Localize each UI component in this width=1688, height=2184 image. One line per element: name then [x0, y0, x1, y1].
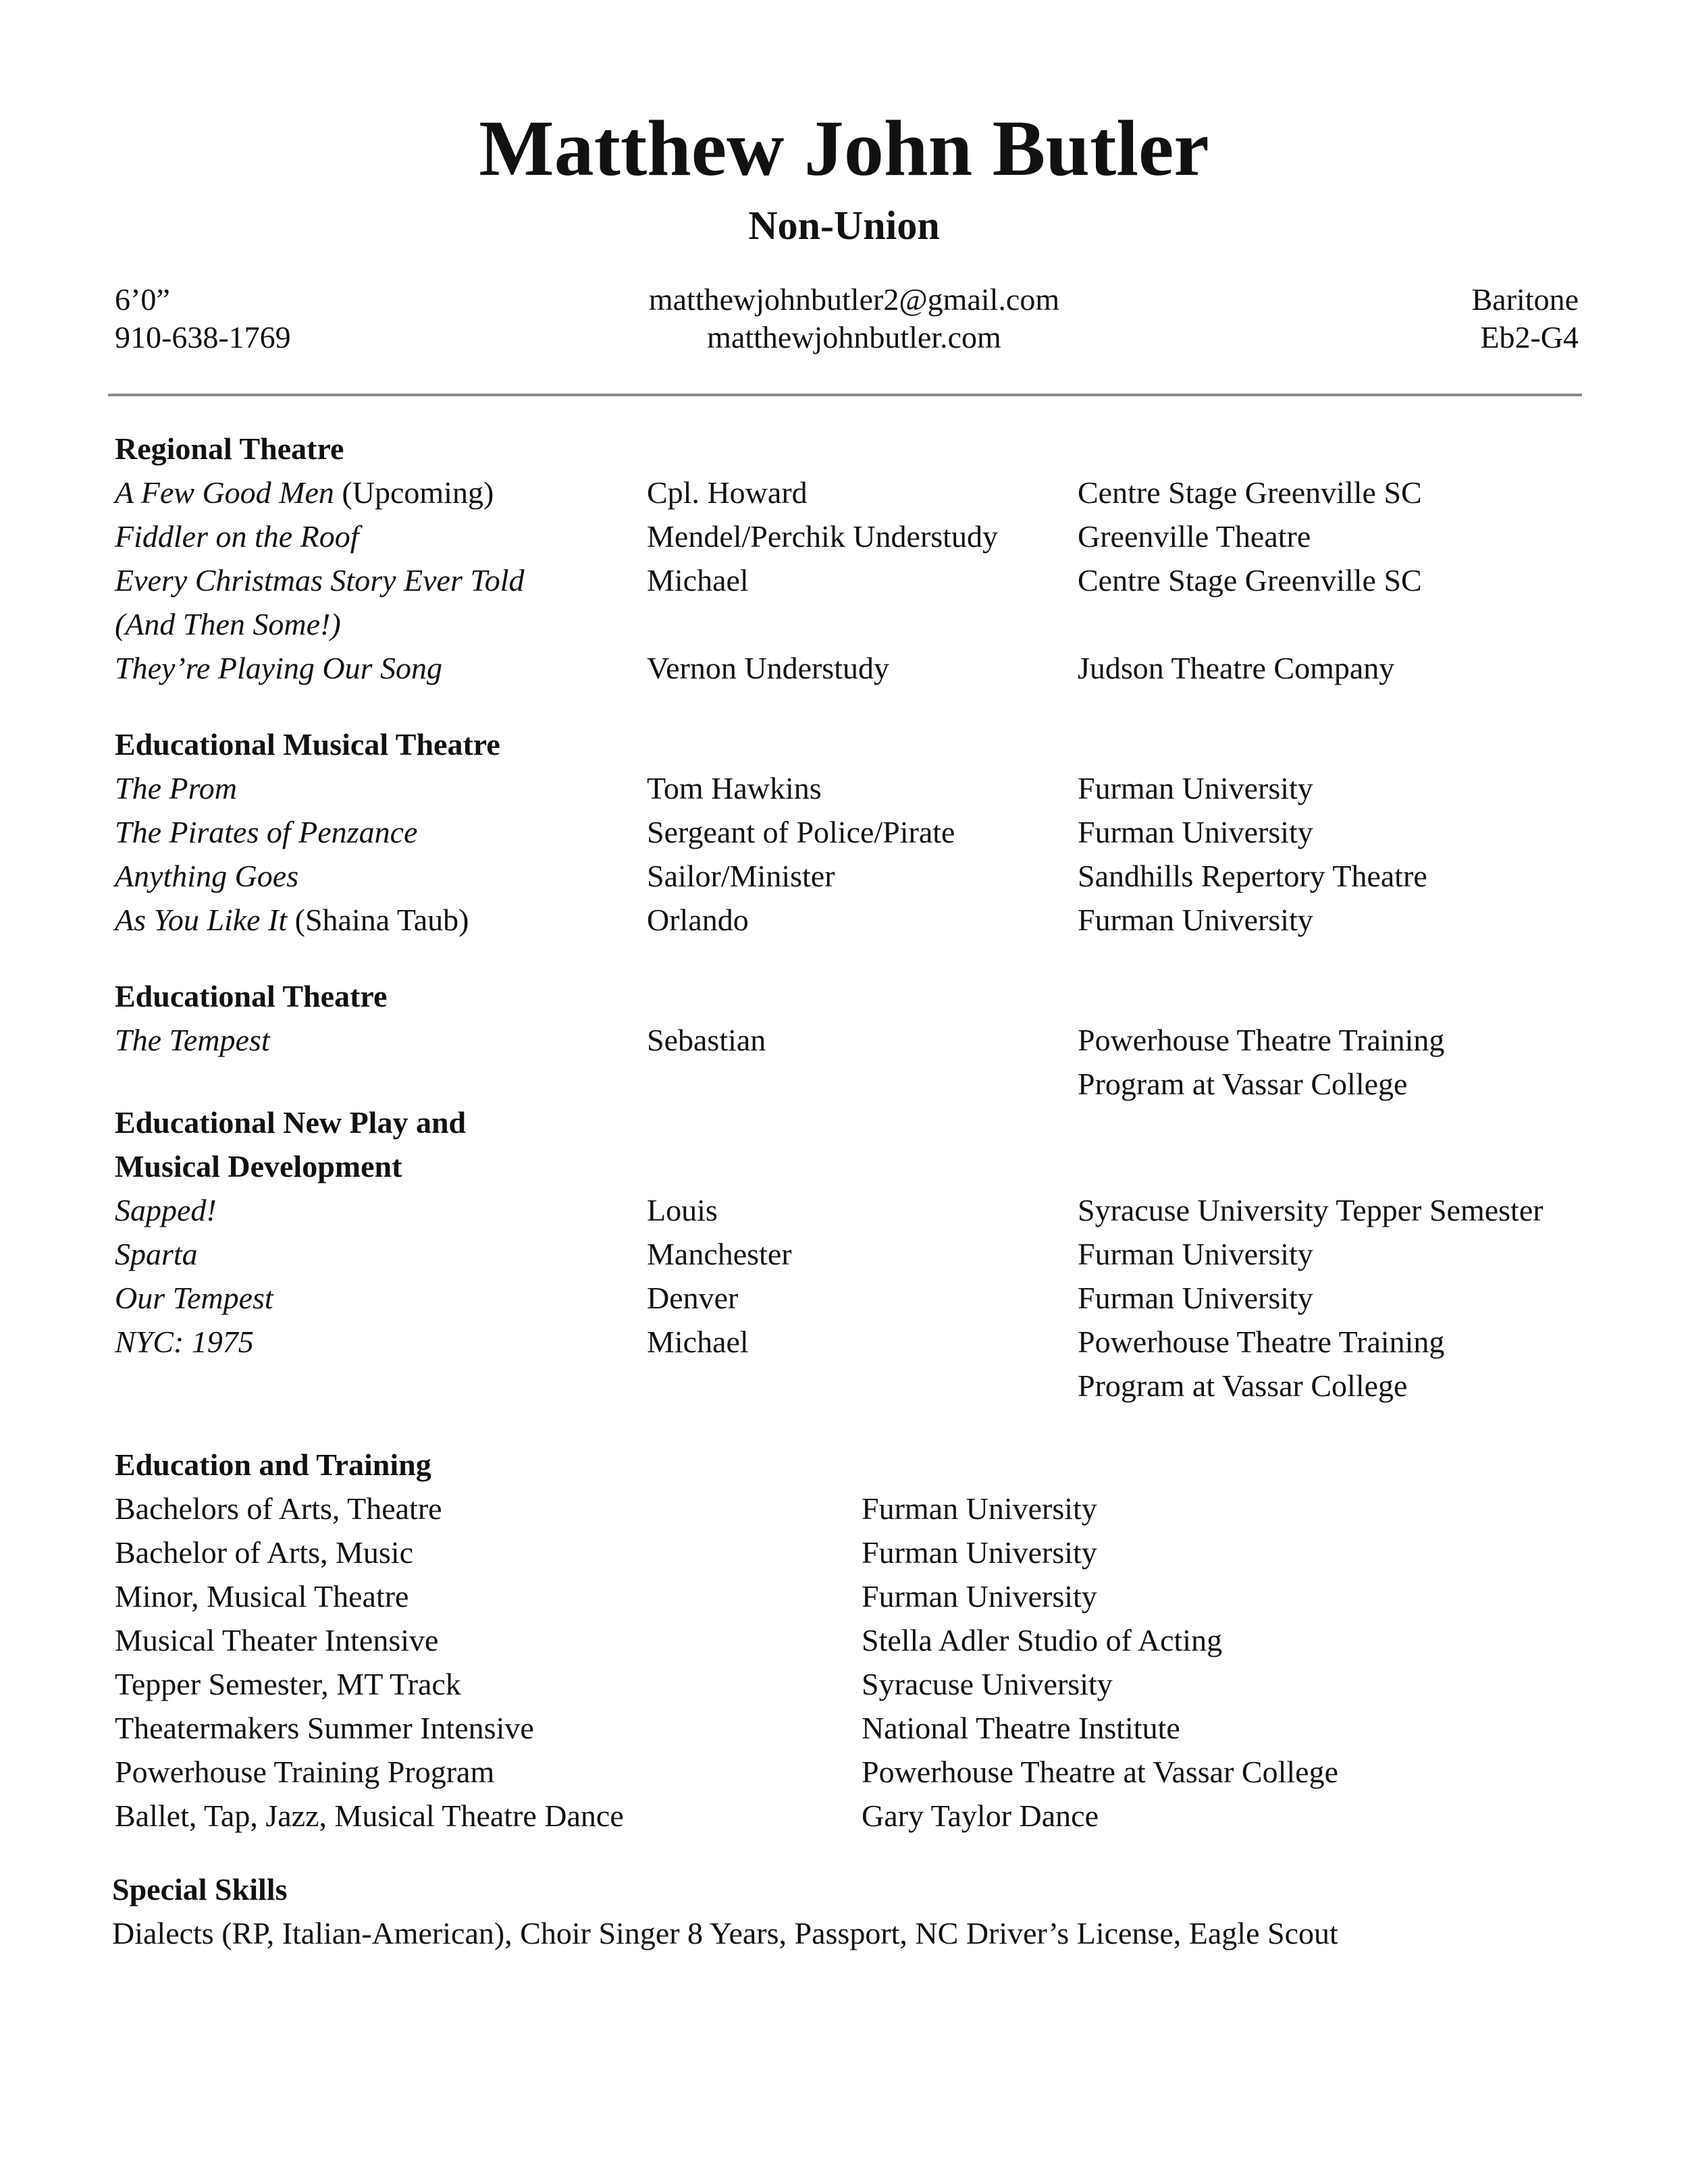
program: Minor, Musical Theatre: [115, 1579, 409, 1614]
show-note: (Upcoming): [334, 475, 494, 510]
role: Tom Hawkins: [647, 771, 822, 805]
education-row: [115, 1574, 1097, 1618]
company: Furman University: [1078, 815, 1313, 849]
contact-center: [0, 281, 1688, 356]
credit-row: [115, 1188, 1544, 1232]
company: Sandhills Repertory Theatre: [1078, 859, 1427, 893]
role: Michael: [647, 1325, 749, 1359]
height: 6’0”: [115, 282, 170, 317]
program: Bachelors of Arts, Theatre: [115, 1491, 442, 1526]
role: Louis: [647, 1193, 718, 1227]
company: Powerhouse Theatre Training: [1078, 1023, 1445, 1057]
program: Bachelor of Arts, Music: [115, 1535, 414, 1570]
section-title-line2: Musical Development: [115, 1149, 402, 1183]
section-title: Education and Training: [115, 1447, 431, 1482]
skills-text: Dialects (RP, Italian-American), Choir Singer 8 Years, Passport, NC Driver’s License, Eagle Scout: [112, 1916, 1338, 1950]
program: Tepper Semester, MT Track: [115, 1667, 461, 1701]
phone: 910-638-1769: [115, 320, 291, 354]
special-skills-section: [112, 1867, 1338, 1955]
website: matthewjohnbutler.com: [707, 320, 1001, 354]
education-row: [115, 1530, 1097, 1574]
section-title: Educational New Play and: [115, 1105, 467, 1140]
credit-row: [115, 766, 1313, 810]
school: Furman University: [862, 1535, 1097, 1570]
company: Furman University: [1078, 903, 1313, 937]
show-title: The Tempest: [115, 1023, 270, 1057]
role: Vernon Understudy: [647, 651, 889, 685]
union-status: Non-Union: [748, 203, 940, 248]
show-title: The Pirates of Penzance: [115, 815, 418, 849]
voice-type: Baritone: [1471, 282, 1579, 317]
role: Manchester: [647, 1237, 792, 1271]
show-title: The Prom: [115, 771, 238, 805]
show-title-line2: (And Then Some!): [115, 607, 341, 641]
credit-row: [115, 1276, 1313, 1320]
program: Powerhouse Training Program: [115, 1755, 495, 1789]
credit-row: [115, 558, 1422, 646]
school: National Theatre Institute: [862, 1711, 1180, 1745]
section-title: Educational Theatre: [115, 979, 388, 1013]
section-title: Special Skills: [112, 1872, 288, 1907]
section-title: Regional Theatre: [115, 431, 344, 466]
show-title: A Few Good Men: [115, 475, 334, 510]
role: Orlando: [647, 903, 749, 937]
credit-row: [115, 646, 1395, 690]
show-title: Every Christmas Story Ever Told: [115, 563, 525, 597]
school: Furman University: [862, 1491, 1097, 1526]
role: Cpl. Howard: [647, 475, 808, 510]
school: Gary Taylor Dance: [862, 1799, 1099, 1833]
credit-row: [115, 1232, 1313, 1276]
show-title: Fiddler on the Roof: [115, 519, 359, 554]
school: Powerhouse Theatre at Vassar College: [862, 1755, 1338, 1789]
credit-row: [115, 1320, 1445, 1408]
education-row: [115, 1750, 1338, 1794]
new-play-development-section: [115, 1100, 1544, 1408]
education-row: [115, 1618, 1223, 1662]
vocal-range: Eb2-G4: [1480, 320, 1579, 354]
show-title: Our Tempest: [115, 1281, 273, 1315]
credit-row: [115, 1018, 1445, 1106]
show-title: Anything Goes: [115, 859, 299, 893]
company: Centre Stage Greenville SC: [1078, 563, 1422, 597]
educational-theatre-section: [115, 974, 1445, 1106]
header-divider: [108, 394, 1582, 396]
school: Furman University: [862, 1579, 1097, 1614]
company: Furman University: [1078, 1237, 1313, 1271]
show-title: NYC: 1975: [115, 1325, 254, 1359]
program: Musical Theater Intensive: [115, 1623, 439, 1657]
school: Stella Adler Studio of Acting: [862, 1623, 1223, 1657]
program: Theatermakers Summer Intensive: [115, 1711, 534, 1745]
credit-row: [115, 471, 1422, 514]
credit-row: [115, 810, 1313, 854]
show-title: As You Like It: [115, 903, 288, 937]
educational-musical-theatre-section: [115, 722, 1427, 942]
role: Sailor/Minister: [647, 859, 835, 893]
credit-row: [115, 854, 1427, 898]
company: Centre Stage Greenville SC: [1078, 475, 1422, 510]
company-line2: Program at Vassar College: [1078, 1067, 1408, 1101]
email: matthewjohnbutler2@gmail.com: [648, 282, 1060, 317]
education-row: [115, 1662, 1113, 1706]
company: Furman University: [1078, 771, 1313, 805]
role: Mendel/Perchik Understudy: [647, 519, 998, 554]
role: Sebastian: [647, 1023, 766, 1057]
role: Michael: [647, 563, 749, 597]
school: Syracuse University: [862, 1667, 1113, 1701]
program: Ballet, Tap, Jazz, Musical Theatre Dance: [115, 1799, 624, 1833]
company: Syracuse University Tepper Semester: [1078, 1193, 1544, 1227]
actor-name: Matthew John Butler: [479, 104, 1209, 192]
contact-right: [1472, 281, 1579, 356]
credit-row: [115, 898, 1313, 942]
education-row: [115, 1487, 1097, 1530]
show-title: Sparta: [115, 1237, 198, 1271]
company-line2: Program at Vassar College: [1078, 1368, 1408, 1403]
company: Greenville Theatre: [1078, 519, 1311, 554]
education-section: [115, 1443, 1338, 1838]
section-title: Educational Musical Theatre: [115, 727, 500, 762]
education-row: [115, 1706, 1180, 1750]
role: Denver: [647, 1281, 739, 1315]
show-note: (Shaina Taub): [287, 903, 469, 937]
company: Powerhouse Theatre Training: [1078, 1325, 1445, 1359]
role: Sergeant of Police/Pirate: [647, 815, 955, 849]
company: Furman University: [1078, 1281, 1313, 1315]
show-title: Sapped!: [115, 1193, 217, 1227]
show-title: They’re Playing Our Song: [115, 651, 443, 685]
company: Judson Theatre Company: [1078, 651, 1395, 685]
education-row: [115, 1794, 1099, 1838]
credit-row: [115, 514, 1311, 558]
regional-theatre-section: [115, 427, 1422, 690]
